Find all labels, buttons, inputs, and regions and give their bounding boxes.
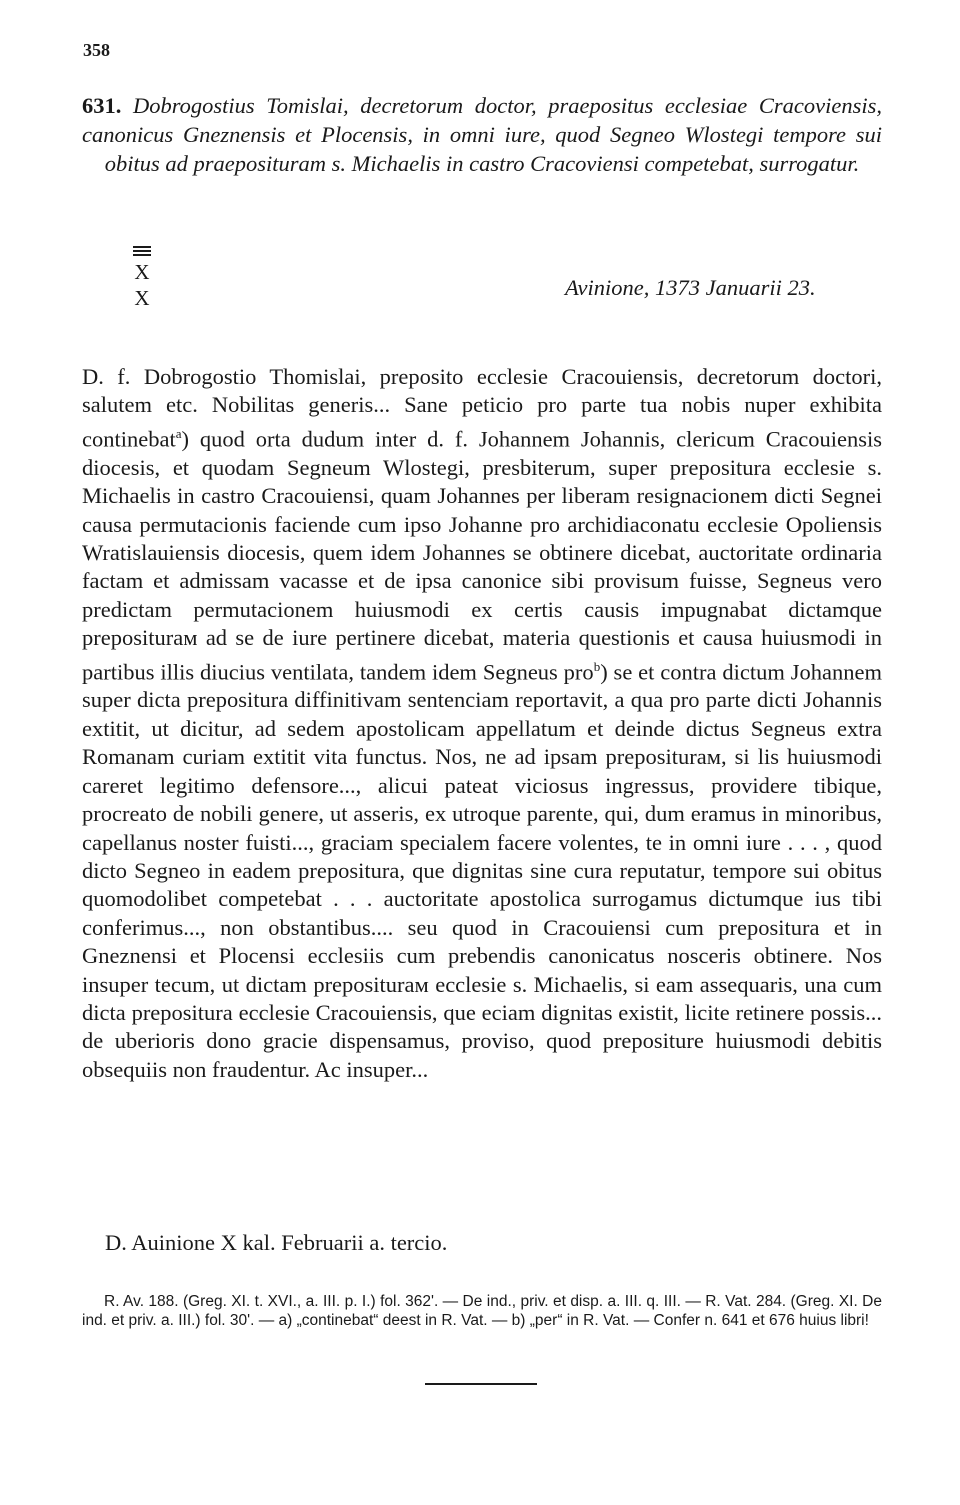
footnote-marker-b: b: [593, 658, 601, 674]
register-mark-bottom: X: [134, 286, 150, 310]
document-heading: [82, 91, 882, 178]
footnote-marker-a: a: [175, 425, 182, 441]
document-summary: Dobrogostius Tomislai, decretorum doctor, praepositus ecclesiae Cracoviensis, canonicus Gneznensis et Plocensis, in omni iure, quod Segneo Wlostegi tempore sui obitus ad praeposituram s. Michaelis in castro Cracoviensi competebat, surrogatur.: [82, 93, 883, 176]
closing-date: D. Auinione X kal. Februarii a. tercio.: [105, 1230, 448, 1255]
document-number: 631.: [82, 93, 122, 118]
apparatus-text: R. Av. 188. (Greg. XI. t. XVI., a. III. p. I.) fol. 362'. — De ind., priv. et disp. a. III. q. III. — R. Vat. 284. (Greg. XI. De ind. et priv. a. III.) fol. 30'. — a) „continebat“ deest in R. Vat. — b) „per“ in R. Vat. — Confer n. 641 et 676 huius libri!: [82, 1293, 882, 1329]
register-mark-top: X: [134, 260, 150, 284]
body-part-2: ) quod orta dudum inter d. f. Johannem Johannis, clericum Cracouiensis diocesis, et quodam Segneum Wlostegi, presbiterum, super prepositura ecclesie s. Michaelis in castro Cracouiensi, quam Johannes per liberam resignacionem dicti Segnei causa permutacionis faciende cum ipso Johanne pro archidiaconatu ecclesie Opoliensis Wratislauiensis diocesis, quem idem Johannes se obtinere dicebat, auctoritate ordinaria factam et admissam vacasse et de ipsa canonice sibi provisum fuisse, Segneus vero predictam permutacionem huiusmodi ex certis causis impugnabat dictamque prepositurам ad se de iure pertinere dicebat, materia questionis et causa huiusmodi in partibus illis diucius ventilata, tandem idem Segneus pro: [82, 426, 882, 685]
body-part-1: D. f. Dobrogostio Thomislai, preposito ecclesie Cracouiensis, decretorum doctori, salutem etc. Nobilitas generis... Sane peticio pro parte tua nobis nuper exhibita continebat: [82, 364, 882, 452]
body-part-3: ) se et contra dictum Johannem super dicta prepositura diffinitivam sentenciam reportavit, a qua pro parte dicti Johannis extitit, ut dicitur, ad sedem apostolicam appellatum et deinde dictus Segneus extra Romanam curiam extitit vita functus. Nos, ne ad ipsam prepositurам, si lis huiusmodi careret legitimo defensore..., alicui pateat viciosus ingressus, providere tibique, procreato de nobili genere, ut asseris, ex utroque parente, qui, dum eramus in minoribus, capellanus noster fuisti..., graciam specialem facere volentes, te in omni iure . . . , quod dicto Segneo in eadem prepositura, que dignitas sine cura reputatur, tempore sui obitus quomodolibet competebat . . . auctoritate apostolica surrogamus dictumque ius tibi conferimus..., non obstantibus.... seu quod in Cracouiensi cum prepositura et in Gneznensi et Plocensi ecclesiis cum prebendis canonicatus nosceris obtinere. Nos insuper tecum, ut dictam prepositurам ecclesie s. Michaelis, si eam assequaris, una cum dicta prepositura ecclesie Cracouiensis, que eciam dignitas existit, licite retinere possis... de uberioris dono gracie dispensamus, proviso, quod prepositure huiusmodi debitis obsequiis non fraudentur. Ac insuper...: [82, 659, 882, 1082]
apparatus-note: [82, 1292, 882, 1330]
date-line: Avinione, 1373 Januarii 23.: [565, 275, 816, 300]
body-text: [82, 363, 882, 1084]
end-rule: [425, 1383, 537, 1385]
register-mark-lines: [133, 246, 151, 256]
page-number: 358: [83, 40, 110, 60]
register-mark: [130, 246, 154, 311]
